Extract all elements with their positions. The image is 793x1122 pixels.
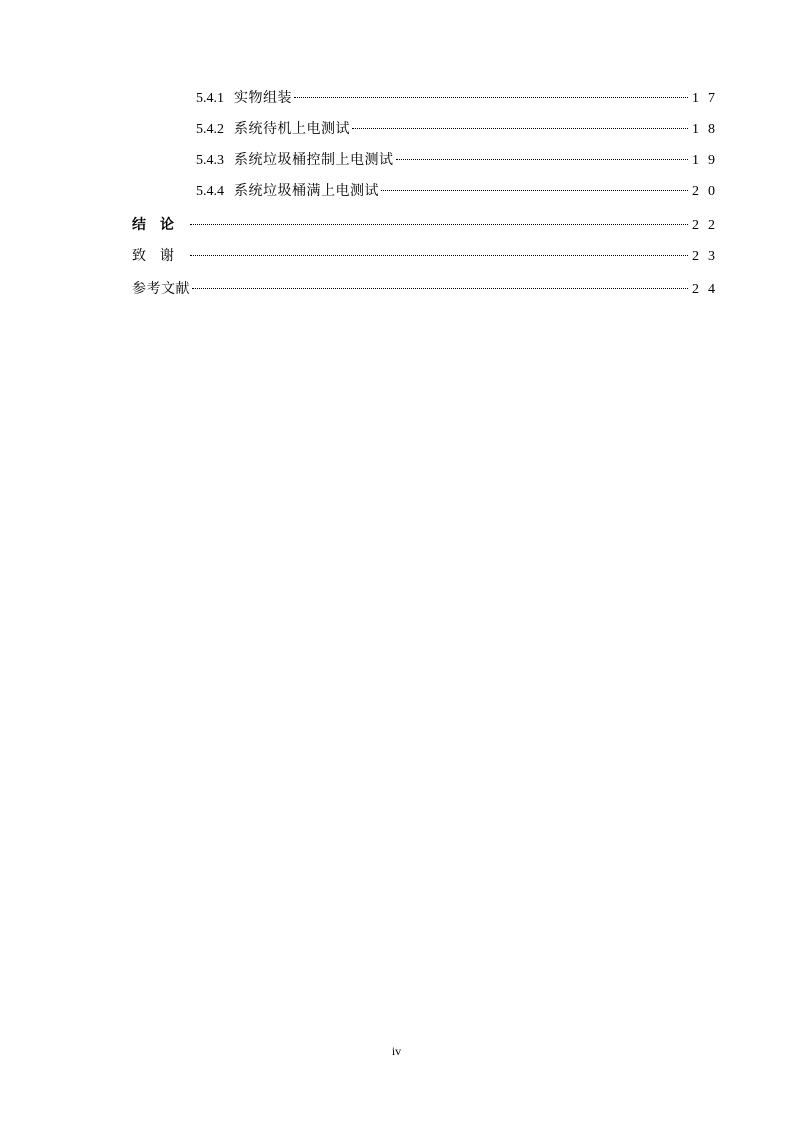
toc-entry-page: 20	[692, 184, 724, 199]
toc-entry-number: 5.4.4	[196, 184, 224, 199]
toc-entry-5-4-4[interactable]	[196, 181, 724, 201]
toc-dot-leader	[381, 190, 688, 191]
toc-entry-references[interactable]	[132, 279, 724, 299]
toc-entry-5-4-3[interactable]	[196, 150, 724, 170]
toc-entry-acknowledgements[interactable]	[132, 246, 724, 266]
toc-entry-page: 17	[692, 91, 724, 106]
toc-entry-page: 24	[692, 282, 724, 297]
toc-dot-leader	[294, 97, 688, 98]
toc-entry-number: 5.4.2	[196, 122, 224, 137]
toc-dot-leader	[352, 128, 688, 129]
toc-entry-5-4-2[interactable]	[196, 119, 724, 139]
toc-dot-leader	[192, 288, 688, 289]
toc-entry-page: 19	[692, 153, 724, 168]
toc-dot-leader	[396, 159, 689, 160]
toc-entry-page: 22	[692, 218, 724, 233]
toc-entry-title: 系统垃圾桶满上电测试	[234, 183, 379, 199]
toc-entry-page: 23	[692, 249, 724, 264]
toc-entry-conclusion[interactable]	[132, 215, 724, 235]
toc-entry-title: 实物组装	[234, 90, 292, 106]
toc-entry-page: 18	[692, 122, 724, 137]
toc-entry-5-4-1[interactable]	[196, 88, 724, 108]
toc-entry-number: 5.4.1	[196, 91, 224, 106]
toc-dot-leader	[190, 224, 688, 225]
toc-entry-title: 参考文献	[132, 281, 190, 297]
toc-entry-title: 致谢	[132, 248, 188, 264]
toc-dot-leader	[190, 255, 688, 256]
page-number-footer: iv	[391, 1044, 402, 1058]
toc-entry-title: 系统垃圾桶控制上电测试	[234, 152, 394, 168]
toc-entry-title: 系统待机上电测试	[234, 121, 350, 137]
toc-entry-title: 结论	[132, 217, 188, 233]
toc-entry-number: 5.4.3	[196, 153, 224, 168]
